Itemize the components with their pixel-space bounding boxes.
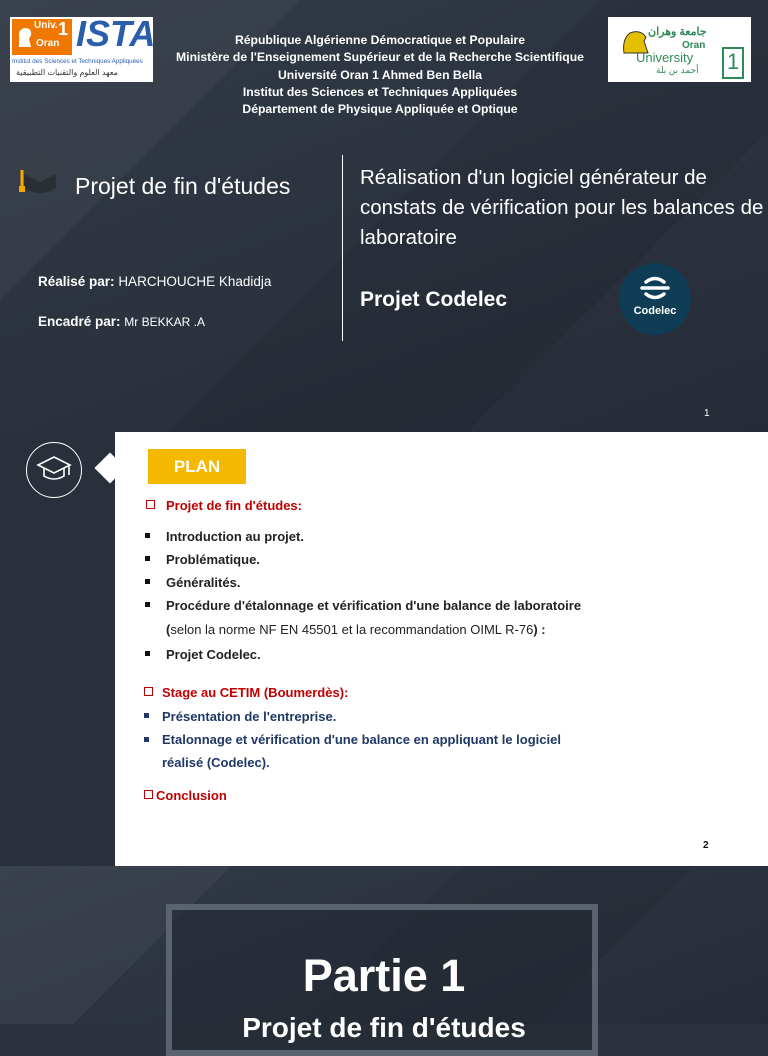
norm-text: selon la norme NF EN 45501 et la recommandation OIML R-76 bbox=[170, 622, 534, 637]
logo-ista-text: ISTA bbox=[76, 13, 156, 54]
logo-arabic-bottom-text: أحمد بن بلة bbox=[656, 65, 699, 75]
page-number: 2 bbox=[703, 840, 709, 851]
header-line: Université Oran 1 Ahmed Ben Bella bbox=[277, 67, 483, 82]
logo-oran-text: Oran bbox=[36, 38, 60, 49]
codelec-logo bbox=[619, 263, 691, 335]
logo-digit: 1 bbox=[58, 19, 69, 39]
supervisor-name: Mr BEKKAR .A bbox=[124, 315, 205, 329]
plan-item: Généralités. bbox=[166, 575, 241, 590]
vertical-divider bbox=[342, 155, 343, 341]
thesis-title: Réalisation d'un logiciel générateur de constats de vérification pour les balances de laboratoire bbox=[360, 166, 764, 249]
plan-badge: PLAN bbox=[148, 449, 246, 484]
plan-item-continuation: réalisé (Codelec). bbox=[162, 755, 270, 770]
plan-item: Introduction au projet. bbox=[166, 529, 304, 544]
norm-close-paren: ) : bbox=[533, 622, 546, 637]
section-title: Partie 1 bbox=[302, 950, 466, 1001]
logo-arabic-text: جامعة وهران bbox=[648, 26, 707, 38]
logo-caption-ar: معهد العلوم والتقنيات التطبيقية bbox=[16, 68, 118, 77]
project-title: Projet de fin d'études bbox=[75, 173, 291, 199]
page-number: 1 bbox=[704, 408, 710, 419]
checkbox-bullet-icon bbox=[144, 687, 153, 696]
section-title-conclusion: Conclusion bbox=[156, 788, 227, 803]
section-title-pfe: Projet de fin d'études: bbox=[166, 498, 302, 513]
section-title-stage: Stage au CETIM (Boumerdès): bbox=[162, 685, 349, 700]
supervisor-credit bbox=[38, 314, 205, 329]
author-name: HARCHOUCHE Khadidja bbox=[118, 274, 272, 289]
graduation-cap-icon bbox=[10, 152, 70, 200]
logo-caption-fr: Institut des Sciences et Techniques Appliquées bbox=[12, 58, 143, 65]
author-credit bbox=[38, 274, 271, 289]
bullet-icon bbox=[145, 533, 150, 538]
bullet-icon bbox=[144, 737, 149, 742]
supervisor-label: Encadré par: bbox=[38, 314, 121, 329]
codelec-logo-icon bbox=[640, 276, 670, 300]
plan-item: Projet Codelec. bbox=[166, 647, 261, 662]
checkbox-bullet-icon bbox=[146, 500, 155, 509]
plan-item: Etalonnage et vérification d'une balance en appliquant le logiciel bbox=[162, 732, 561, 747]
header-line: Ministère de l'Enseignement Supérieur et de la Recherche Scientifique bbox=[176, 50, 584, 65]
logo-univ-text: Univ. bbox=[34, 20, 58, 31]
norm-reference bbox=[166, 622, 546, 637]
project-subtitle: Projet Codelec bbox=[360, 288, 508, 311]
title-slide bbox=[0, 0, 768, 432]
norm-open-paren: ( bbox=[166, 622, 171, 637]
bullet-icon bbox=[145, 651, 150, 656]
plan-slide bbox=[0, 432, 768, 866]
bullet-icon bbox=[145, 556, 150, 561]
logo-university-text: University bbox=[636, 50, 694, 65]
oran-university-logo bbox=[608, 17, 751, 82]
plan-item: Présentation de l'entreprise. bbox=[162, 709, 337, 724]
section-subtitle: Projet de fin d'études bbox=[242, 1012, 526, 1043]
codelec-logo-text: Codelec bbox=[633, 305, 677, 317]
logo-oran-text: Oran bbox=[682, 40, 706, 51]
plan-item: Procédure d'étalonnage et vérification d'une balance de laboratoire bbox=[166, 598, 582, 613]
logo-digit-box bbox=[722, 47, 744, 79]
institution-header bbox=[160, 32, 600, 118]
lion-icon bbox=[16, 25, 34, 49]
plan-item: Problématique. bbox=[166, 552, 260, 567]
ista-logo bbox=[10, 13, 156, 82]
header-line: Département de Physique Appliquée et Optique bbox=[242, 102, 518, 117]
bullet-icon bbox=[145, 579, 150, 584]
header-line: Institut des Sciences et Techniques Appliquées bbox=[242, 84, 518, 99]
cap-circle bbox=[26, 442, 82, 498]
author-label: Réalisé par: bbox=[38, 274, 115, 289]
logo-digit: 1 bbox=[727, 49, 740, 74]
graduation-cap-icon bbox=[36, 455, 72, 485]
checkbox-bullet-icon bbox=[144, 790, 153, 799]
bullet-icon bbox=[144, 713, 149, 718]
header-line: République Algérienne Démocratique et Populaire bbox=[234, 33, 526, 47]
bullet-icon bbox=[145, 602, 150, 607]
section-slide bbox=[0, 866, 768, 1043]
